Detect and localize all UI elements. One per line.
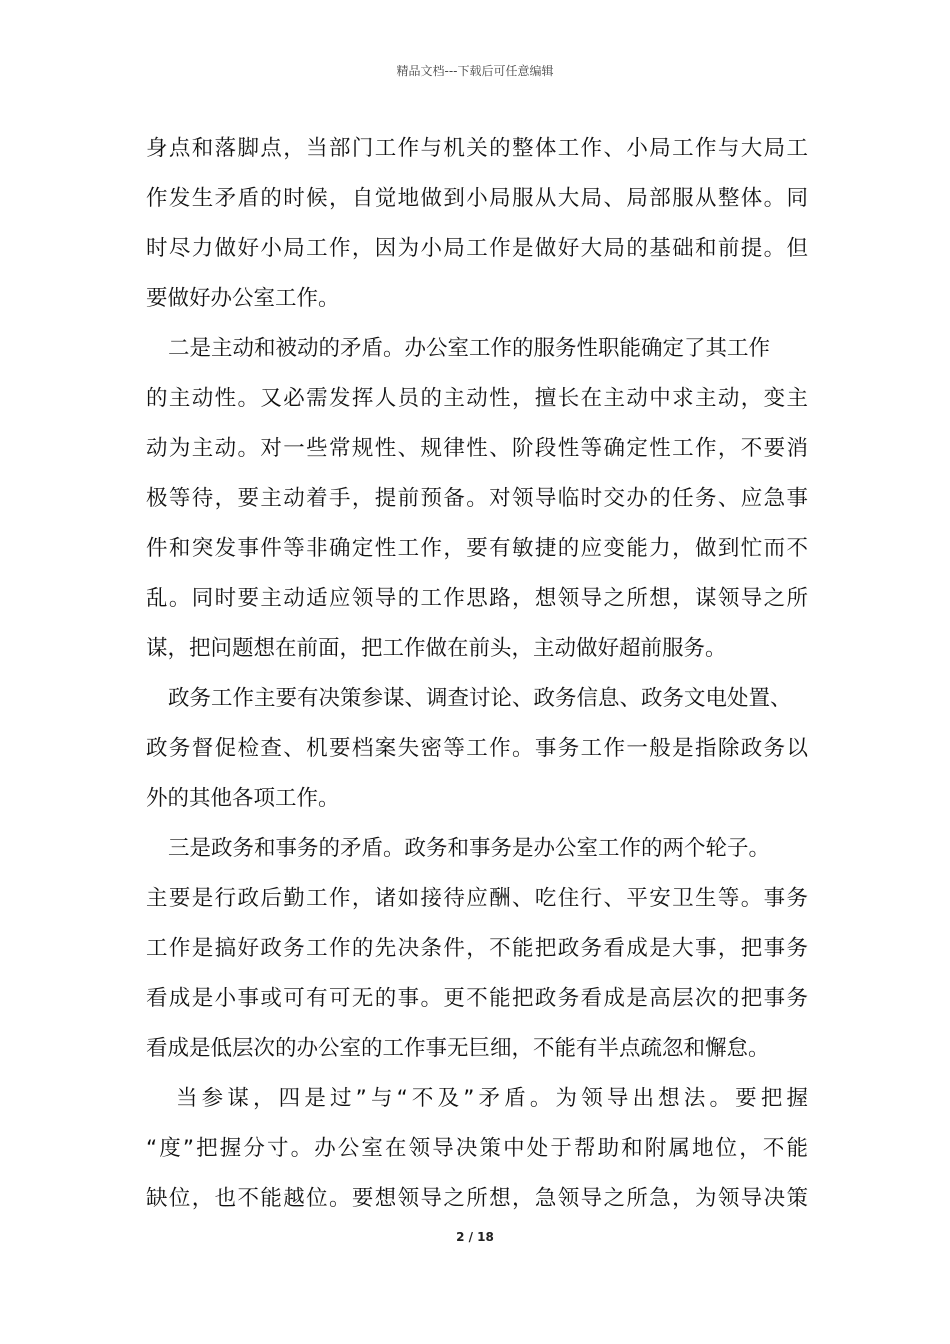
text-line: 工作是搞好政务工作的先决条件，不能把政务看成是大事，把事务 [146, 936, 808, 961]
text-line: 要做好办公室工作。 [146, 286, 340, 311]
text-line: 谋，把问题想在前面，把工作做在前头，主动做好超前服务。 [146, 636, 727, 661]
text-line: 动为主动。对一些常规性、规律性、阶段性等确定性工作，不要消 [146, 436, 808, 461]
page-header: 精品文档---下载后可任意编辑 [396, 64, 554, 78]
text-line: 时尽力做好小局工作，因为小局工作是做好大局的基础和前提。但 [146, 236, 808, 261]
text-line: 极等待，要主动着手，提前预备。对领导临时交办的任务、应急事 [146, 486, 808, 511]
text-line: 看成是低层次的办公室的工作事无巨细，不能有半点疏忽和懈怠。 [146, 1036, 770, 1061]
paragraph-first-line: 三是政务和事务的矛盾。政务和事务是办公室工作的两个轮子。 [168, 836, 771, 861]
text-line: “度”把握分寸。办公室在领导决策中处于帮助和附属地位，不能 [146, 1136, 808, 1161]
text-line: 件和突发事件等非确定性工作，要有敏捷的应变能力，做到忙而不 [146, 536, 808, 561]
text-line: 的主动性。又必需发挥人员的主动性，擅长在主动中求主动，变主 [146, 386, 808, 411]
paragraph-first-line: 当参谋，四是过”与“不及”矛盾。为领导出想法。要把握 [176, 1086, 808, 1111]
text-line: 作发生矛盾的时候，自觉地做到小局服从大局、局部服从整体。同 [146, 186, 808, 211]
text-line: 身点和落脚点，当部门工作与机关的整体工作、小局工作与大局工 [146, 136, 808, 161]
text-line: 看成是小事或可有可无的事。更不能把政务看成是高层次的把事务 [146, 986, 808, 1011]
text-line: 乱。同时要主动适应领导的工作思路，想领导之所想，谋领导之所 [146, 586, 808, 611]
text-line: 政务督促检查、机要档案失密等工作。事务工作一般是指除政务以 [146, 736, 808, 761]
text-line: 主要是行政后勤工作，诸如接待应酬、吃住行、平安卫生等。事务 [146, 886, 808, 911]
text-line: 外的其他各项工作。 [146, 786, 340, 811]
body-text [146, 124, 808, 1224]
page-number: 2 / 18 [456, 1230, 494, 1244]
paragraph-first-line: 政务工作主要有决策参谋、调查讨论、政务信息、政务文电处置、 [168, 686, 792, 711]
paragraph-first-line: 二是主动和被动的矛盾。办公室工作的服务性职能确定了其工作 [168, 336, 771, 361]
text-line: 缺位，也不能越位。要想领导之所想，急领导之所急，为领导决策 [146, 1186, 808, 1211]
